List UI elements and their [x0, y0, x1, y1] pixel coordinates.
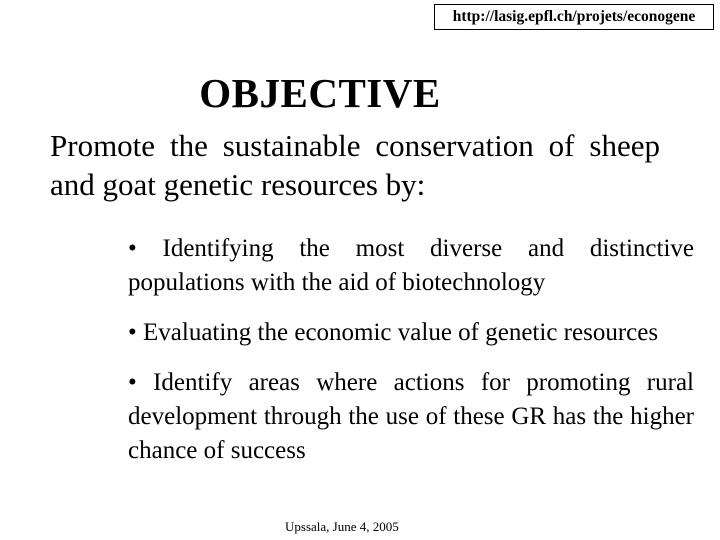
slide-title-container: [0, 69, 720, 117]
footer-text: Upssala, June 4, 2005: [285, 519, 399, 534]
url-label: http://lasig.epfl.ch/projets/econogene: [434, 4, 714, 30]
bullet-item-identifying: • Identifying the most diverse and distinctive populations with the aid of biotechnology: [128, 235, 694, 296]
intro-text: Promote the sustainable conservation of sheep and goat genetic resources by:: [50, 128, 660, 202]
slide-title: OBJECTIVE: [199, 70, 441, 116]
bullet-list: [128, 232, 694, 468]
bullet-item-identify-areas: • Identify areas where actions for promoting rural development through the use of these GR has the higher chance of success: [128, 369, 694, 464]
bullet-item-evaluating: • Evaluating the economic value of genetic resources: [128, 319, 659, 346]
